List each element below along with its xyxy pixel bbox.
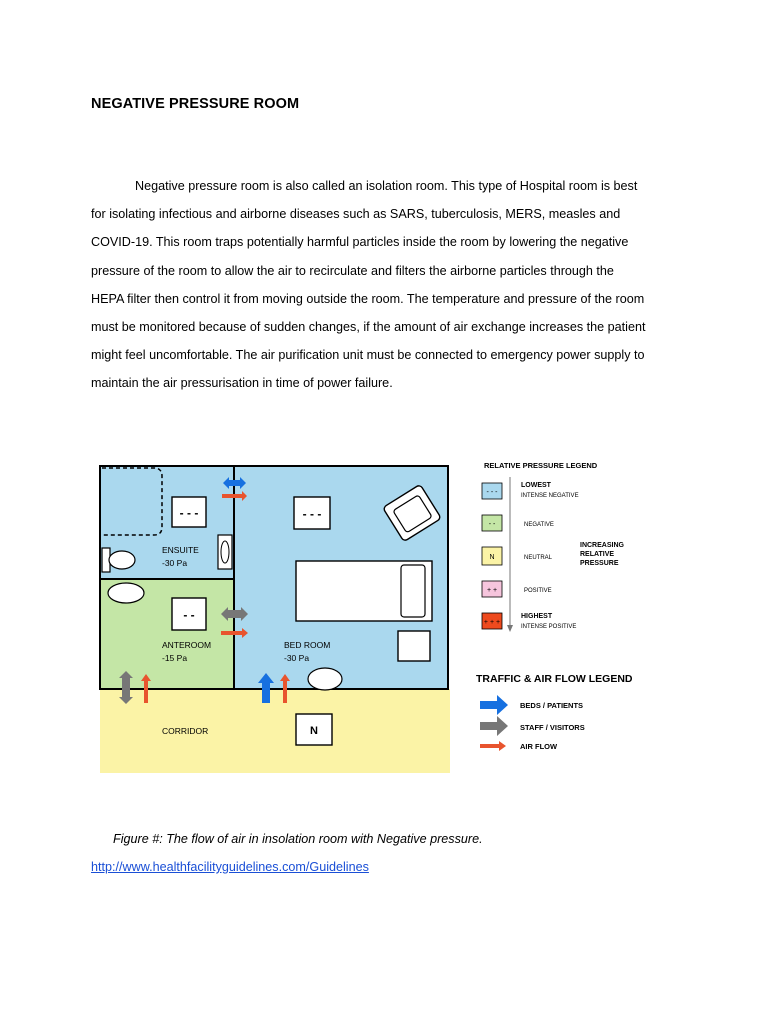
- corridor-marker-text: N: [310, 725, 318, 737]
- legend-highest: HIGHEST: [521, 613, 553, 620]
- pressure-legend: [482, 461, 625, 632]
- anteroom-marker-text: - -: [183, 608, 195, 622]
- traffic-legend: [476, 673, 633, 751]
- legend-swatch-text: - - -: [486, 489, 498, 496]
- legend-swatch-text: + + +: [483, 619, 501, 626]
- traffic-legend-title: TRAFFIC & AIR FLOW LEGEND: [476, 673, 633, 685]
- ensuite-marker-text: - - -: [179, 506, 199, 520]
- legend-swatch-text: N: [489, 554, 495, 561]
- bed-pillow: [401, 565, 425, 617]
- legend-intense-positive: INTENSE POSITIVE: [521, 624, 577, 630]
- legend-swatch-text: - -: [488, 521, 496, 528]
- bedside-cabinet: [398, 631, 430, 661]
- staff-legend-arrow-icon: [480, 716, 508, 736]
- figure-caption: Figure #: The flow of air in insolation room with Negative pressure.: [113, 832, 483, 846]
- ensuite-label: ENSUITE: [162, 545, 199, 555]
- corridor-area: [100, 689, 450, 773]
- page-title: NEGATIVE PRESSURE ROOM: [91, 96, 300, 112]
- anteroom-label: ANTEROOM: [162, 640, 212, 650]
- anteroom-pressure: -15 Pa: [162, 653, 188, 663]
- toilet-bowl: [109, 551, 135, 569]
- airflow-legend-arrow-icon: [480, 741, 506, 751]
- legend-swatch-text: + +: [486, 587, 498, 594]
- legend-intense-negative: INTENSE NEGATIVE: [521, 493, 579, 499]
- beds-legend-arrow-icon: [480, 695, 508, 715]
- legend-beds: BEDS / PATIENTS: [520, 701, 584, 710]
- ensuite-basin-bowl: [221, 541, 229, 563]
- bedroom-pressure: -30 Pa: [284, 653, 310, 663]
- bedroom-basin: [308, 668, 342, 690]
- legend-increasing-line3: PRESSURE: [580, 560, 619, 567]
- legend-lowest: LOWEST: [521, 482, 551, 489]
- anteroom-basin: [108, 583, 144, 603]
- bedroom-label: BED ROOM: [284, 640, 331, 650]
- ensuite-pressure: -30 Pa: [162, 558, 188, 568]
- legend-negative: NEGATIVE: [524, 522, 554, 528]
- legend-airflow: AIR FLOW: [520, 742, 558, 751]
- legend-increasing-line2: RELATIVE: [580, 551, 615, 558]
- pressure-legend-title: RELATIVE PRESSURE LEGEND: [484, 461, 598, 470]
- bedroom-marker-text: - - -: [302, 507, 322, 521]
- pressure-scale-arrowhead: [507, 625, 513, 632]
- legend-staff: STAFF / VISITORS: [520, 723, 585, 732]
- corridor-label: CORRIDOR: [162, 726, 209, 736]
- source-link[interactable]: http://www.healthfacilityguidelines.com/Guidelines: [91, 860, 369, 874]
- body-paragraph: [91, 172, 647, 398]
- paragraph-text: Negative pressure room is also called an isolation room. This type of Hospital room is best for isolating infectious and airborne diseases such as SARS, tuberculosis, MERS, measles and COVID-19. This room traps potentially harmful particles inside the room by lowering the negative pressure of the room to allow the air to recirculate and filters the airborne particles through the HEPA filter then control it from moving outside the room. The temperature and pressure of the room must be monitored because of sudden changes, if the amount of air exchange increases the patient might feel uncomfortable. The air purification unit must be connected to emergency power supply to maintain the air pressurisation in time of power failure.: [91, 179, 646, 391]
- legend-neutral: NEUTRAL: [524, 555, 553, 561]
- legend-increasing-line1: INCREASING: [580, 542, 624, 549]
- legend-positive: POSITIVE: [524, 588, 552, 594]
- negative-pressure-room-diagram: [96, 455, 676, 785]
